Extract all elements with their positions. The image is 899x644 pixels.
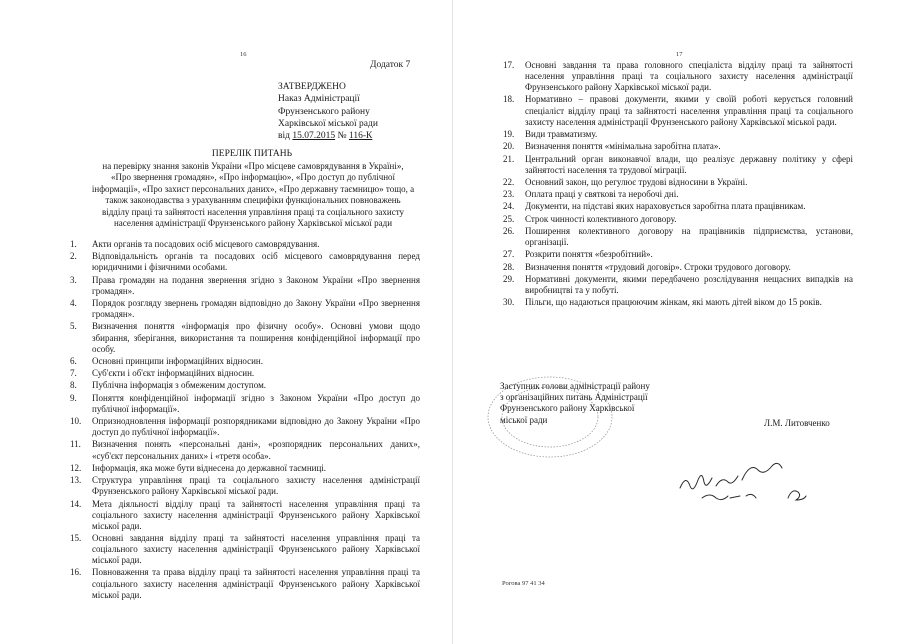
question-item — [70, 499, 420, 532]
question-text: Основні завдання відділу праці та зайнятості населення управління праці та соціального захисту населення адміністрації Фрунзенського району Харківської міської ради. — [92, 532, 420, 566]
subtitle-line: на перевірку знання законів України «Про місцеве самоврядування в Україні», — [102, 161, 404, 171]
approval-date-prefix: від — [278, 131, 293, 142]
subtitle-line: інформації», «Про захист персональних даних», «Про державну таємницю» тощо, а — [91, 183, 415, 194]
question-number: 18. — [503, 94, 515, 105]
question-text: Поняття конфіденційної інформації згідно з Законом України «Про доступ до публічної інформації». — [92, 392, 420, 414]
question-number: 4. — [70, 298, 77, 309]
question-text: Визначення поняття «інформація про фізичну особу». Основні умови щодо збирання, зберігання, використання та поширення конфіденційної інформації про особу. — [92, 321, 420, 354]
question-item — [70, 567, 420, 600]
question-item — [503, 94, 853, 127]
subtitle-line: також законодавства з урахуванням специфіки функціональних повноважень — [105, 195, 401, 206]
question-item — [70, 356, 420, 367]
question-number: 1. — [70, 239, 77, 249]
question-number: 22. — [503, 176, 515, 187]
page-number-right: 17 — [676, 51, 683, 58]
question-text: Документи, на підставі яких нараховується заробітна плата працівникам. — [525, 201, 806, 212]
question-text: Повноваження та права відділу праці та зайнятості населення управління праці та соціального захисту населення адміністрації Фрунзенського району Харківської міської ради. — [92, 567, 420, 600]
question-text: Оплата праці у святкові та неробочі дні. — [525, 189, 679, 200]
signatory-name: Л.М. Литовченко — [764, 418, 830, 428]
question-number: 7. — [70, 368, 77, 379]
page-divider — [452, 0, 453, 644]
signatory-title-line: Заступник голови адміністрації району — [500, 381, 650, 391]
approval-line-2: Наказ Адміністрації — [278, 94, 360, 105]
approval-line-5 — [278, 130, 378, 142]
question-text: Основні завдання та права головного спеціаліста відділу праці та зайнятості населення управління праці та соціального захисту населення адміністрації Фрунзенського району Харківської міської ради. — [525, 60, 853, 93]
question-text: Пільги, що надаються працюючим жінкам, які мають дітей віком до 15 років. — [525, 297, 822, 308]
approval-date: 15.07.2015 — [292, 131, 336, 142]
question-number: 9. — [70, 392, 77, 403]
question-item — [503, 214, 853, 225]
approval-line-1: ЗАТВЕРДЖЕНО — [278, 82, 346, 92]
question-item — [503, 141, 853, 152]
question-number: 29. — [503, 273, 515, 284]
approval-order-number: 116-К — [348, 131, 373, 142]
question-list-left — [70, 239, 420, 602]
question-number: 27. — [503, 249, 515, 260]
question-item — [503, 154, 853, 176]
question-text: Види травматизму. — [525, 128, 598, 139]
question-text: Мета діяльності відділу праці та зайнятості населення управління праці та соціального захисту населення адміністрації Фрунзенського району Харківської міської ради. — [92, 498, 420, 531]
question-text: Розкрити поняття «безробітний». — [525, 249, 653, 260]
signatory-title-line: міської ради — [500, 414, 548, 425]
question-number: 5. — [70, 321, 77, 332]
question-number: 14. — [70, 498, 82, 509]
question-text: Поширення колективного договору на працівників підприємства, установи, організації. — [525, 226, 853, 248]
approval-line-4: Харківської міської ради — [278, 118, 378, 129]
signatory-title-line: Фрунзенського району Харківської — [500, 403, 635, 414]
question-item — [503, 177, 853, 188]
question-item — [503, 274, 853, 296]
question-text: Визначення поняття «трудовий договір». Строки трудового договору. — [525, 261, 791, 272]
question-text: Права громадян на подання звернення згідно з Законом України «Про звернення громадян». — [92, 274, 420, 296]
question-text: Основний закон, що регулює трудові відносини в Україні. — [525, 176, 748, 187]
question-number: 28. — [503, 261, 515, 272]
signatory-title-line: з організаційних питань Адміністрації — [500, 392, 648, 403]
question-item — [70, 251, 420, 273]
question-item — [70, 380, 420, 391]
question-text: Публічна інформація з обмеженим доступом. — [92, 380, 267, 391]
subtitle-line: «Про звернення громадян», «Про інформацію», «Про доступ до публічної — [110, 172, 396, 183]
question-item — [503, 262, 853, 273]
question-list-right — [503, 60, 853, 310]
question-text: Центральний орган виконавчої влади, що реалізує державну політику у сфері зайнятості населення та трудової міграції. — [525, 153, 853, 175]
question-item — [70, 463, 420, 474]
question-item — [503, 129, 853, 140]
question-text: Відповідальність органів та посадових осіб місцевого самоврядування перед юридичними і фізичними особами. — [92, 251, 420, 273]
question-item — [503, 297, 853, 308]
footer-phone: Рогова 97 41 34 — [502, 580, 545, 587]
page-number-left: 16 — [240, 51, 247, 58]
question-number: 24. — [503, 201, 515, 212]
question-text: Нормативні документи, якими передбачено розслідування нещасних випадків на виробництві та у побуті. — [525, 273, 853, 296]
question-item — [70, 368, 420, 379]
approval-number-sign: № — [335, 131, 349, 142]
question-item — [70, 298, 420, 320]
subtitle-line: відділу праці та зайнятості населення управління праці та соціального захисту — [101, 206, 405, 217]
question-number: 17. — [503, 60, 515, 70]
question-number: 15. — [70, 532, 82, 543]
question-item — [503, 249, 853, 260]
question-item — [70, 393, 420, 415]
question-item — [503, 60, 853, 93]
question-number: 11. — [70, 439, 81, 450]
question-number: 2. — [70, 251, 77, 262]
question-text: Порядок розгляду звернень громадян відповідно до Закону України «Про звернення громадян». — [92, 298, 420, 320]
question-text: Строк чинності колективного договору. — [525, 213, 677, 224]
question-item — [70, 239, 420, 250]
question-number: 10. — [70, 416, 82, 427]
question-item — [70, 475, 420, 497]
question-number: 16. — [70, 567, 82, 578]
addendum-label: Додаток 7 — [370, 60, 411, 70]
question-number: 21. — [503, 153, 515, 164]
approval-block — [278, 81, 378, 142]
question-text: Нормативно – правові документи, якими у своїй роботі керується головний спеціаліст відділу праці та зайнятості населення управління праці та соціального захисту населення адміністрації Фрунзенського району Харківської міської ради. — [525, 94, 853, 127]
document-title: ПЕРЕЛІК ПИТАНЬ — [211, 149, 293, 159]
question-number: 20. — [503, 141, 515, 152]
question-number: 13. — [70, 475, 82, 486]
question-item — [70, 321, 420, 354]
question-number: 8. — [70, 380, 77, 391]
question-item — [503, 201, 853, 212]
question-number: 23. — [503, 189, 515, 200]
question-item — [70, 416, 420, 438]
approval-line-3: Фрунзенського району — [278, 106, 370, 117]
question-text: Визначення поняття «мінімальна заробітна плата». — [525, 141, 721, 152]
question-number: 6. — [70, 355, 77, 366]
question-text: Акти органів та посадових осіб місцевого самоврядування. — [92, 239, 320, 249]
question-text: Структура управління праці та соціального захисту населення адміністрації Фрунзенського району Харківської міської ради. — [92, 475, 420, 497]
question-item — [503, 189, 853, 200]
question-item — [70, 533, 420, 566]
question-number: 3. — [70, 274, 77, 285]
question-number: 12. — [70, 462, 82, 473]
question-text: Визначення понять «персональні дані», «розпорядник персональних даних», «суб'єкт персональних даних» і «третя особа». — [92, 439, 420, 461]
question-item — [503, 226, 853, 248]
question-text: Основні принципи інформаційних відносин. — [92, 355, 263, 366]
question-item — [70, 439, 420, 461]
question-text: Суб'єкти і об'єкт інформаційних відносин. — [92, 368, 255, 379]
subtitle-line: населення адміністрації Фрунзенського району Харківської міської ради — [113, 218, 393, 229]
question-number: 26. — [503, 226, 515, 236]
signature-block — [500, 381, 650, 426]
question-number: 19. — [503, 128, 515, 139]
question-item — [70, 275, 420, 297]
question-text: Інформація, яка може бути віднесена до державної таємниці. — [92, 462, 327, 473]
question-number: 25. — [503, 213, 515, 224]
document-subtitle — [64, 161, 442, 229]
handwritten-signature-icon — [672, 458, 822, 508]
question-text: Опризнодновлення інформації розпорядниками відповідно до Закону України «Про доступ до публічної інформації». — [92, 416, 420, 438]
question-number: 30. — [503, 297, 515, 308]
